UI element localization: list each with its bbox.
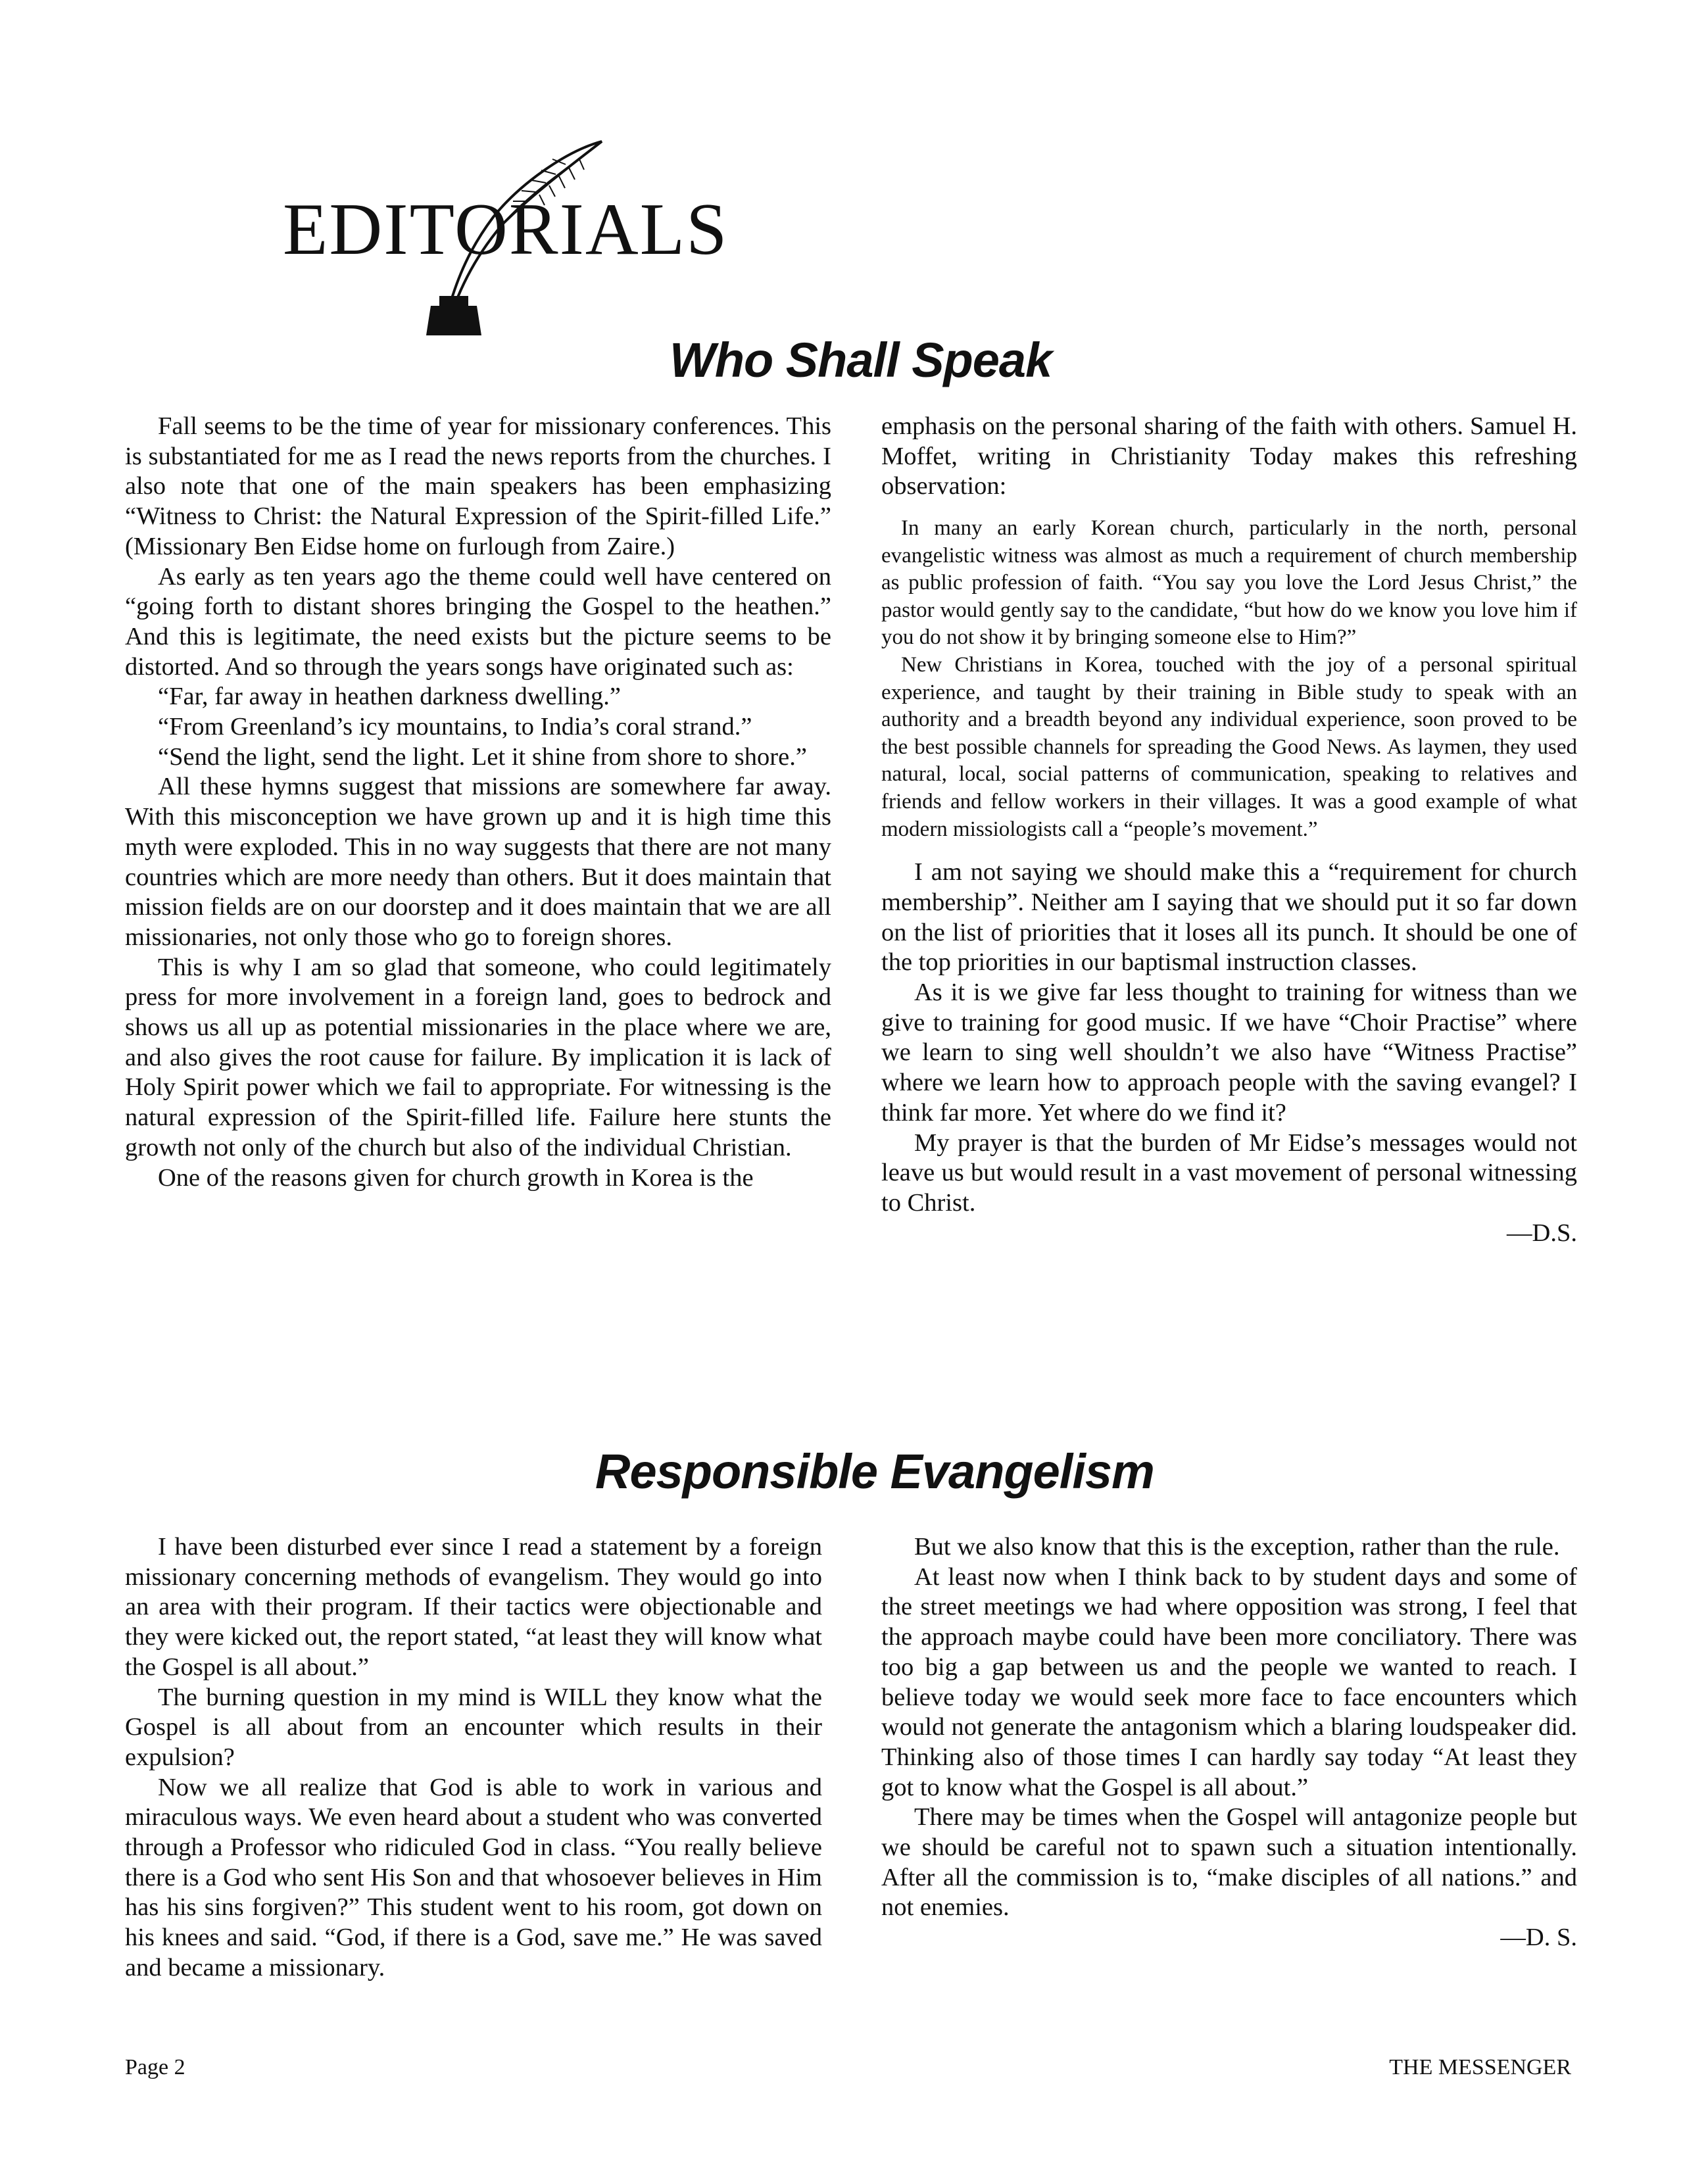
article2-left-paragraph: Now we all realize that God is able to work in various and miraculous ways. We even heard about a student who was converted through a Professor who ridiculed God in class. “You really believe there is a God who sent His Son and that whosoever believes in Him has his sins forgiven?” This student went to his room, got down on his knees and said. “God, if there is a God, save me.” He was saved and became a missionary.	[125, 1773, 822, 1981]
article2-right-paragraph: But we also know that this is the exception, rather than the rule.	[914, 1533, 1560, 1561]
page-number: Page 2	[125, 2055, 185, 2079]
quote-paragraph: In many an early Korean church, particularly in the north, personal evangelistic witness was almost as much a requirement of church membership as public profession of faith. “You say you love the Lord Jesus Christ,” the pastor would gently say to the candidate, “but how do we know you love him if you do not show it by bringing someone else to Him?”	[881, 516, 1577, 650]
article1-left-paragraph: As early as ten years ago the theme could well have centered on “going forth to distant shores bringing the Gospel to the heathen.” And this is legitimate, the need exists but the picture seems to be distorted. And so through the years songs have originated such as:	[125, 562, 831, 681]
article1-blockquote	[881, 515, 1577, 843]
article2-left-paragraph: I have been disturbed ever since I read a statement by a foreign missionary concerning methods of evangelism. They would go into an area with their program. If their tactics were objectionable and they were kicked out, the report stated, “at least they will know what the Gospel is all about.”	[125, 1533, 822, 1681]
article1-title: Who Shall Speak	[670, 333, 1052, 387]
article1-right-column	[881, 412, 1577, 1248]
article1-left-paragraph: One of the reasons given for church growth in Korea is the	[158, 1163, 754, 1192]
article2-title: Responsible Evangelism	[595, 1444, 1154, 1499]
article1-hymn-line: “Far, far away in heathen darkness dwelling.”	[158, 683, 622, 711]
article2-right-column	[881, 1532, 1577, 1953]
article2-right-paragraph: There may be times when the Gospel will antagonize people but we should be careful not to spawn such a situation intentionally. After all the commission is to, “make disciples of all nations.” and not enemies.	[881, 1803, 1577, 1922]
article1-left-paragraph: This is why I am so glad that someone, who could legitimately press for more involvement in a foreign land, goes to bedrock and shows us all up as potential missionaries in the place where we are, and also gives the root cause for failure. By implication it is lack of Holy Spirit power which we fail to appropriate. For witnessing is the natural expression of the Spirit-filled life. Failure here stunts the growth not only of the church but also of the individual Christian.	[125, 953, 831, 1161]
article1-right-intro: emphasis on the personal sharing of the faith with others. Samuel H. Moffet, writing in Christianity Today makes this refreshing observation:	[881, 412, 1577, 500]
article1-left-column	[125, 412, 831, 1193]
article1-right-paragraph: As it is we give far less thought to training for witness than we give to training for good music. If we have “Choir Practise” where we learn to sing well shouldn’t we also have “Witness Practise” where we learn how to approach people with the saving evangel? I think far more. Yet where do we find it?	[881, 979, 1577, 1127]
publication-name: THE MESSENGER	[1389, 2055, 1571, 2079]
article2-left-column	[125, 1532, 822, 1983]
article1-right-paragraph: I am not saying we should make this a “requirement for church membership”. Neither am I saying that we should put it so far down on the list of priorities that it loses all its punch. It should be one of the top priorities in our baptismal instruction classes.	[881, 858, 1577, 977]
article1-hymn-line: “From Greenland’s icy mountains, to India’s coral strand.”	[158, 713, 752, 741]
article1-left-paragraph: All these hymns suggest that missions are somewhere far away. With this misconception we have grown up and it is high time this myth were exploded. This in no way suggests that there are not many countries which are more needy than others. But it does maintain that mission fields are on our doorstep and it does maintain that we are all missionaries, not only those who go to foreign shores.	[125, 773, 831, 951]
article1-right-paragraph: My prayer is that the burden of Mr Eidse’s messages would not leave us but would result in a vast movement of personal witnessing to Christ.	[881, 1128, 1577, 1217]
masthead-title: EDITORIALS	[283, 189, 729, 270]
quote-paragraph: New Christians in Korea, touched with the joy of a personal spiritual experience, and taught by their training in Bible study to speak with an authority and a breadth beyond any individual experience, soon proved to be the best possible channels for spreading the Good News. As laymen, they used natural, local, social patterns of communication, speaking to relatives and friends and fellow workers in their villages. It was a good example of what modern missiologists call a “people’s movement.”	[881, 653, 1577, 841]
article1-left-paragraph: Fall seems to be the time of year for missionary conferences. This is substantiated for me as I read the news reports from the churches. I also note that one of the main speakers has been emphasizing “Witness to Christ: the Natural Expression of the Spirit-filled Life.” (Missionary Ben Eidse home on furlough from Zaire.)	[125, 412, 831, 560]
article1-hymn-line: “Send the light, send the light. Let it shine from shore to shore.”	[158, 742, 807, 771]
article2-signature: —D. S.	[1500, 1924, 1577, 1952]
quill-inkwell-icon	[368, 138, 618, 349]
article1-signature: —D.S.	[1507, 1219, 1577, 1247]
article2-left-paragraph: The burning question in my mind is WILL they know what the Gospel is all about from an encounter which results in their expulsion?	[125, 1683, 822, 1771]
article2-right-paragraph: At least now when I think back to by student days and some of the street meetings we had where opposition was strong, I feel that the approach maybe could have been more conciliatory. There was too big a gap between us and the people we wanted to reach. I believe today we would seek more face to face encounters which would not generate the antagonism which a blaring loudspeaker did. Thinking also of those times I can hardly say today “At least they got to know what the Gospel is all about.”	[881, 1563, 1577, 1801]
